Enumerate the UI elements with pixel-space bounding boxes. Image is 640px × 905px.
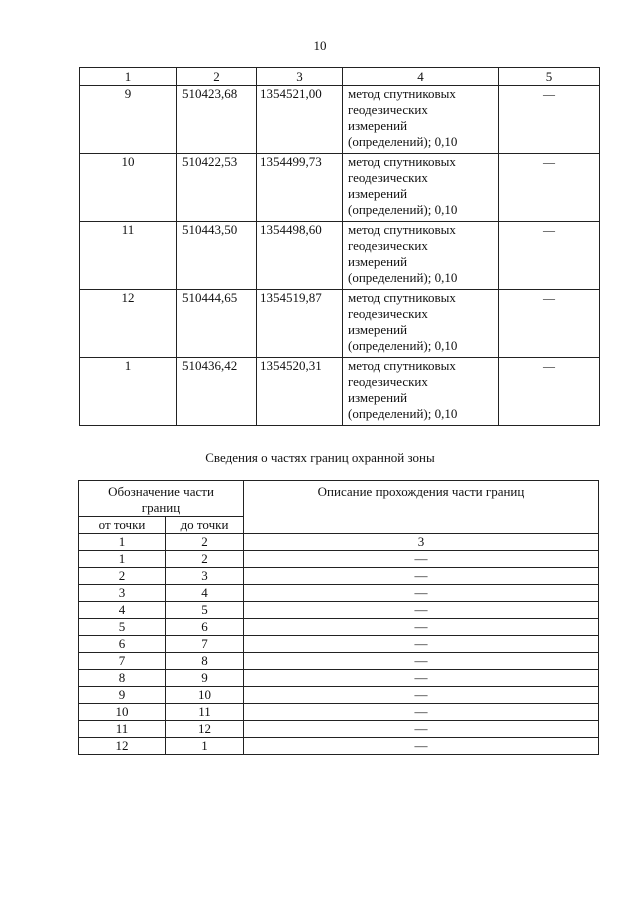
method-line: геодезических: [348, 102, 428, 117]
to-point-header: до точки: [166, 517, 244, 534]
coordinates-table: [79, 67, 600, 426]
table-row: [80, 154, 600, 222]
x-coordinate: 510443,50: [177, 222, 257, 290]
table-row: [79, 721, 599, 738]
to-point: 7: [166, 636, 244, 653]
method-line: измерений: [348, 254, 408, 269]
method-line: метод спутниковых: [348, 86, 456, 101]
note-cell: [499, 222, 600, 290]
x-coordinate: 510422,53: [177, 154, 257, 222]
table-row: [79, 653, 599, 670]
table-row: [80, 222, 600, 290]
from-point: 3: [79, 585, 166, 602]
table-row: [79, 602, 599, 619]
part-description: —: [244, 568, 599, 585]
from-point: 10: [79, 704, 166, 721]
note-cell: [499, 358, 600, 426]
to-point: 4: [166, 585, 244, 602]
note-dash: —: [543, 291, 555, 305]
part-designation-header: Обозначение части границ: [79, 481, 244, 517]
to-point: 9: [166, 670, 244, 687]
part-description: —: [244, 721, 599, 738]
to-point: 3: [166, 568, 244, 585]
method-line: измерений: [348, 390, 408, 405]
column-number: 1: [79, 534, 166, 551]
x-coordinate: 510444,65: [177, 290, 257, 358]
part-description: —: [244, 602, 599, 619]
from-point-header: от точки: [79, 517, 166, 534]
from-point: 8: [79, 670, 166, 687]
from-point: 11: [79, 721, 166, 738]
method-description: [343, 290, 499, 358]
y-coordinate: 1354519,87: [257, 290, 343, 358]
method-line: (определений); 0,10: [348, 202, 458, 217]
part-description: —: [244, 585, 599, 602]
method-description: [343, 86, 499, 154]
from-point: 4: [79, 602, 166, 619]
to-point: 5: [166, 602, 244, 619]
point-number: 12: [80, 290, 177, 358]
table-row: [79, 551, 599, 568]
method-line: геодезических: [348, 238, 428, 253]
description-header: Описание прохождения части границ: [244, 481, 599, 534]
method-line: метод спутниковых: [348, 154, 456, 169]
column-numbering-row: [79, 534, 599, 551]
boundary-parts-table: [78, 480, 599, 755]
part-description: —: [244, 551, 599, 568]
part-description: —: [244, 653, 599, 670]
method-line: (определений); 0,10: [348, 134, 458, 149]
method-description: [343, 222, 499, 290]
to-point: 2: [166, 551, 244, 568]
table-row: [79, 619, 599, 636]
y-coordinate: 1354520,31: [257, 358, 343, 426]
from-point: 9: [79, 687, 166, 704]
part-description: —: [244, 670, 599, 687]
column-number: 3: [244, 534, 599, 551]
method-line: измерений: [348, 322, 408, 337]
from-point: 12: [79, 738, 166, 755]
column-number-header: 2: [177, 68, 257, 86]
table-row: [80, 290, 600, 358]
column-number-header: 5: [499, 68, 600, 86]
note-dash: —: [543, 155, 555, 169]
method-description: [343, 154, 499, 222]
y-coordinate: 1354498,60: [257, 222, 343, 290]
method-line: (определений); 0,10: [348, 406, 458, 421]
point-number: 11: [80, 222, 177, 290]
point-number: 1: [80, 358, 177, 426]
table-row: [79, 704, 599, 721]
from-point: 7: [79, 653, 166, 670]
method-line: (определений); 0,10: [348, 338, 458, 353]
method-line: метод спутниковых: [348, 358, 456, 373]
point-number: 10: [80, 154, 177, 222]
to-point: 12: [166, 721, 244, 738]
from-point: 2: [79, 568, 166, 585]
note-dash: —: [543, 87, 555, 101]
page-number: 10: [313, 38, 327, 53]
method-line: метод спутниковых: [348, 290, 456, 305]
method-line: геодезических: [348, 306, 428, 321]
note-cell: [499, 290, 600, 358]
point-number: 9: [80, 86, 177, 154]
from-point: 5: [79, 619, 166, 636]
x-coordinate: 510436,42: [177, 358, 257, 426]
to-point: 10: [166, 687, 244, 704]
method-line: геодезических: [348, 170, 428, 185]
to-point: 8: [166, 653, 244, 670]
method-description: [343, 358, 499, 426]
method-line: измерений: [348, 186, 408, 201]
coordinates-header-row: [80, 68, 600, 86]
table-row: [79, 568, 599, 585]
method-line: геодезических: [348, 374, 428, 389]
method-line: измерений: [348, 118, 408, 133]
from-point: 1: [79, 551, 166, 568]
part-description: —: [244, 687, 599, 704]
y-coordinate: 1354521,00: [257, 86, 343, 154]
y-coordinate: 1354499,73: [257, 154, 343, 222]
note-cell: [499, 86, 600, 154]
from-point: 6: [79, 636, 166, 653]
note-dash: —: [543, 359, 555, 373]
to-point: 6: [166, 619, 244, 636]
table-row: [79, 687, 599, 704]
to-point: 1: [166, 738, 244, 755]
parts-header-row: [79, 481, 599, 517]
table-row: [79, 585, 599, 602]
column-number: 2: [166, 534, 244, 551]
method-line: (определений); 0,10: [348, 270, 458, 285]
section-title: Сведения о частях границ охранной зоны: [205, 450, 435, 465]
table-row: [79, 670, 599, 687]
column-number-header: 3: [257, 68, 343, 86]
note-cell: [499, 154, 600, 222]
part-description: —: [244, 738, 599, 755]
table-row: [79, 636, 599, 653]
table-row: [79, 738, 599, 755]
x-coordinate: 510423,68: [177, 86, 257, 154]
part-description: —: [244, 619, 599, 636]
column-number-header: 1: [80, 68, 177, 86]
table-row: [80, 358, 600, 426]
to-point: 11: [166, 704, 244, 721]
method-line: метод спутниковых: [348, 222, 456, 237]
note-dash: —: [543, 223, 555, 237]
part-description: —: [244, 636, 599, 653]
part-description: —: [244, 704, 599, 721]
table-row: [80, 86, 600, 154]
column-number-header: 4: [343, 68, 499, 86]
